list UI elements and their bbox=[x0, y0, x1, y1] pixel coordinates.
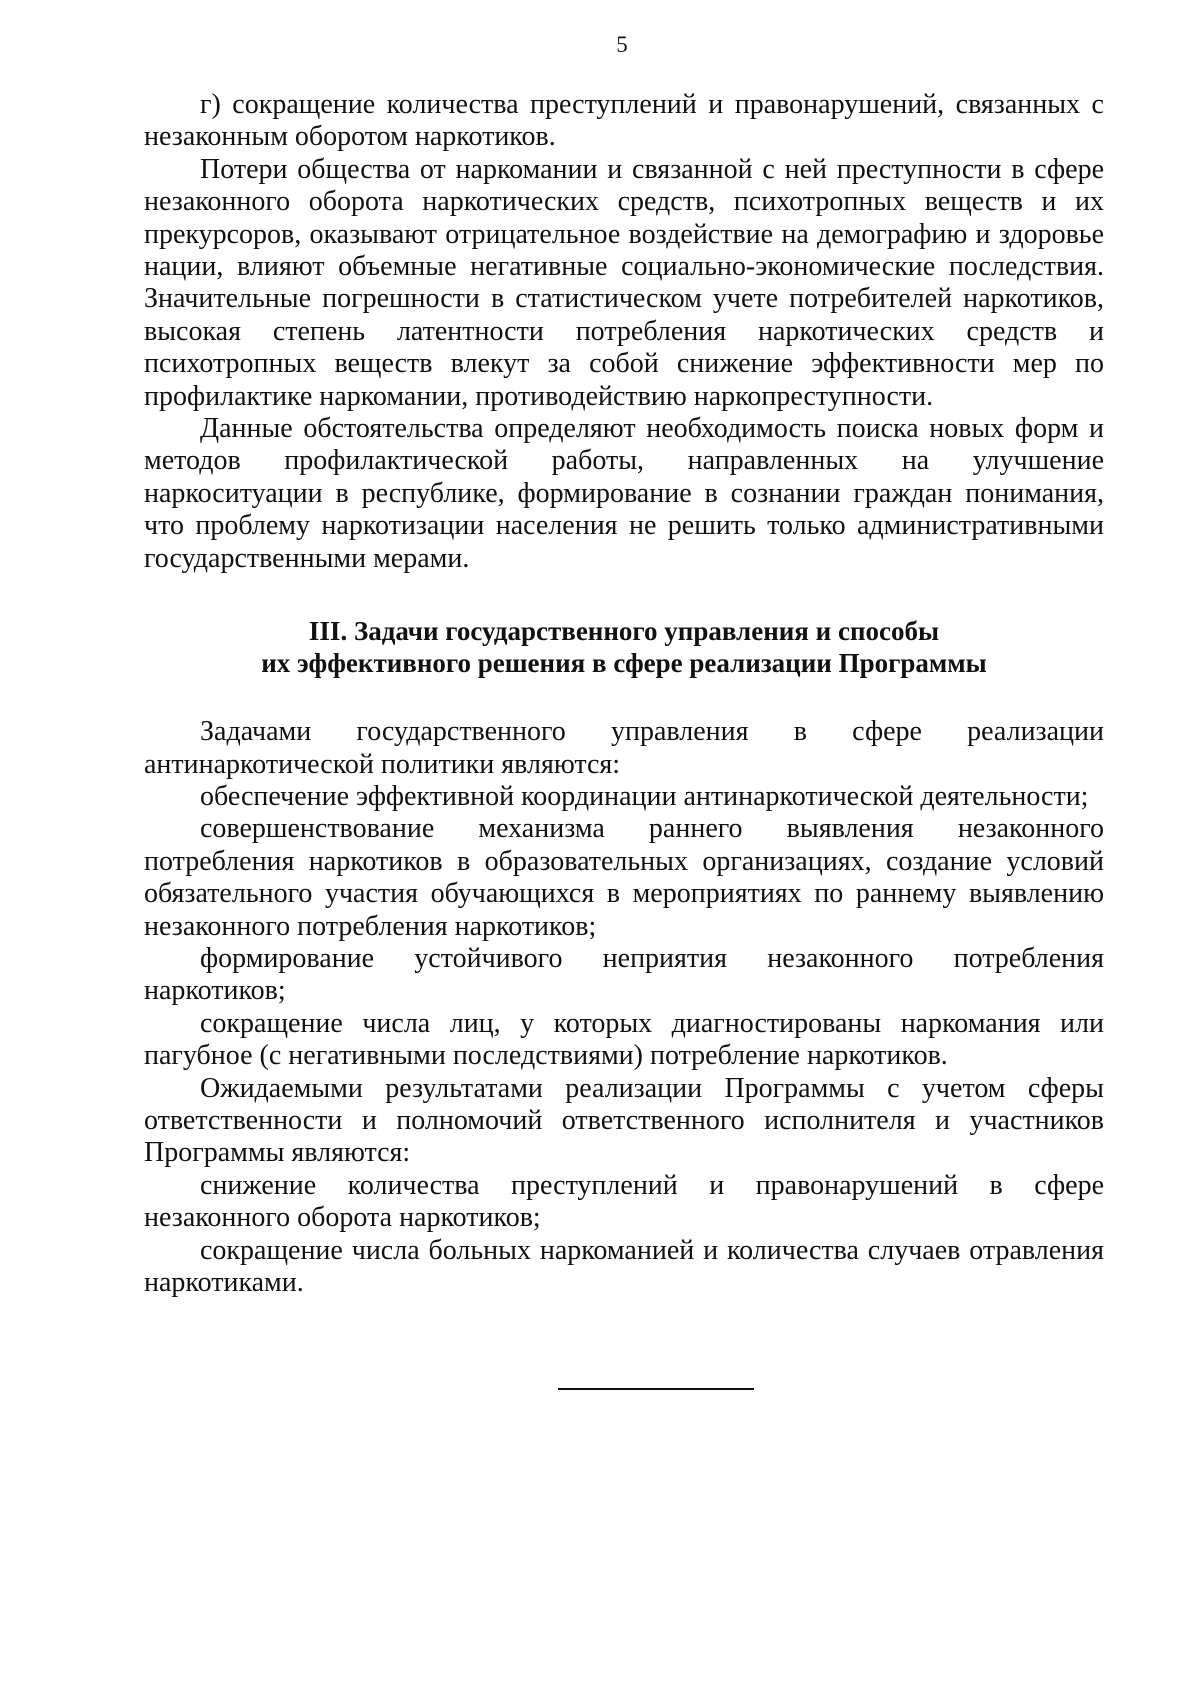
paragraph-task-coordination: обеспечение эффективной координации антинаркотической деятельности; bbox=[200, 780, 1089, 812]
paragraph-circumstances: Данные обстоятельства определяют необходимость поиска новых форм и методов профилактической работы, направленных на улучшение наркоситуации в республике, формирование в сознании граждан понимания, что проблему наркотизации населения не решить только административными государственными мерами. bbox=[144, 413, 1104, 574]
paragraph-results-intro: Ожидаемыми результатами реализации Программы с учетом сферы ответственности и полномочий ответственного исполнителя и участников Программы являются: bbox=[144, 1072, 1104, 1169]
paragraph-society-losses: Потери общества от наркомании и связанной с ней преступности в сфере незаконного оборота наркотических средств, психотропных веществ и их прекурсоров, оказывают отрицательное воздействие на демографию и здоровье нации, влияют объемные негативные социально-экономические последствия. Значительные погрешности в статистическом учете потребителей наркотиков, высокая степень латентности потребления наркотических средств и психотропных веществ влекут за собой снижение эффективности мер по профилактике наркомании, противодействию наркопреступности. bbox=[144, 153, 1104, 412]
section-heading-line-2: их эффективного решения в сфере реализации Программы bbox=[261, 648, 987, 679]
paragraph-task-rejection: формирование устойчивого неприятия незаконного потребления наркотиков; bbox=[144, 942, 1104, 1007]
paragraph-task-early-detection: совершенствование механизма раннего выявления незаконного потребления наркотиков в образовательных организациях, создание условий обязательного участия обучающихся в мероприятиях по раннему выявлению незаконного потребления наркотиков; bbox=[144, 813, 1104, 942]
paragraph-tasks-intro: Задачами государственного управления в сфере реализации антинаркотической политики являются: bbox=[144, 716, 1104, 780]
section-heading-line-1: III. Задачи государственного управления и способы bbox=[308, 616, 940, 647]
paragraph-task-reduction: сокращение числа лиц, у которых диагностированы наркомания или пагубное (с негативными последствиями) потребление наркотиков. bbox=[144, 1007, 1104, 1072]
paragraph-result-crime: снижение количества преступлений и правонарушений в сфере незаконного оборота наркотиков; bbox=[144, 1169, 1104, 1234]
paragraph-crime-reduction: г) сокращение количества преступлений и правонарушений, связанных с незаконным оборотом наркотиков. bbox=[144, 89, 1104, 153]
page-number: 5 bbox=[616, 32, 628, 57]
paragraph-result-patients: сокращение числа больных наркоманией и количества случаев отравления наркотиками. bbox=[144, 1234, 1104, 1298]
end-separator-line bbox=[558, 1388, 754, 1390]
document-body bbox=[144, 89, 1104, 1299]
section-heading bbox=[144, 615, 1104, 679]
